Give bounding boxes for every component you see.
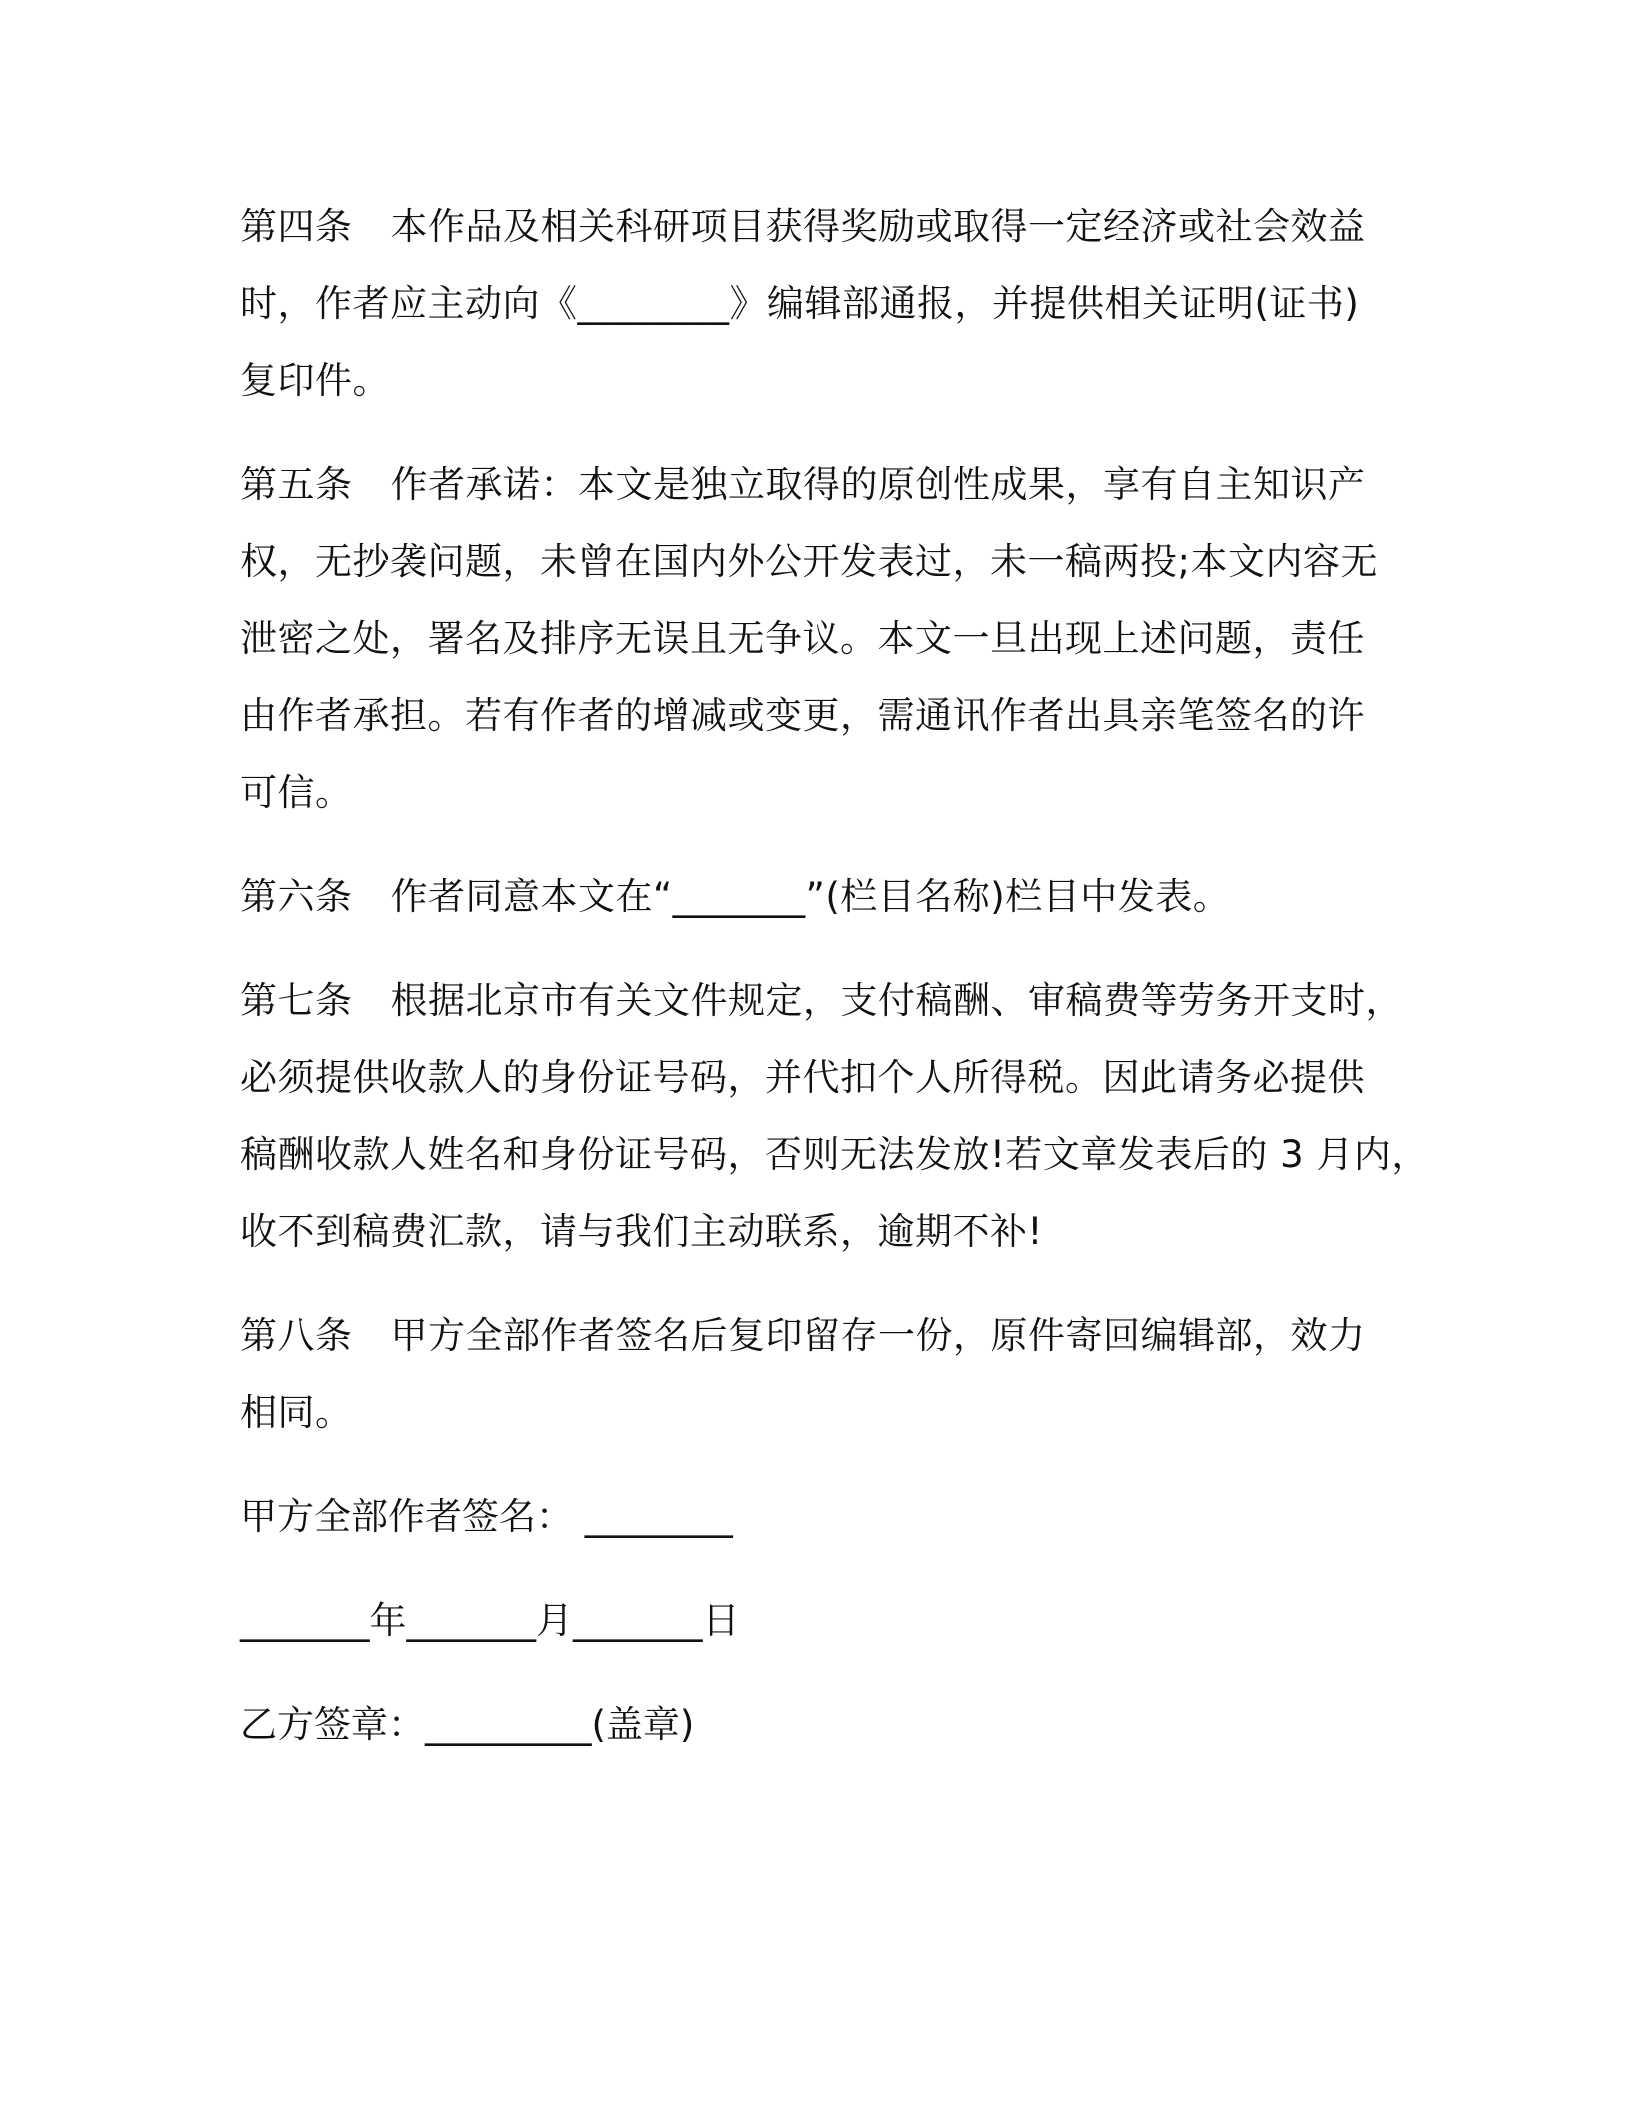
article-5-line-1: 第五条 作者承诺：本文是独立取得的原创性成果，享有自主知识产 <box>240 446 1400 523</box>
document-body <box>240 188 1429 1790</box>
article-5 <box>240 446 1400 831</box>
article-8-line-1: 第八条 甲方全部作者签名后复印留存一份，原件寄回编辑部，效力 <box>240 1297 1400 1374</box>
article-5-line-2: 权，无抄袭问题，未曾在国内外公开发表过，未一稿两投;本文内容无 <box>240 540 1378 583</box>
article-5-line-5: 可信。 <box>240 771 353 814</box>
signature-party-a: 甲方全部作者签名： ________ <box>240 1495 733 1538</box>
article-number: 第四条 <box>240 205 353 248</box>
article-8 <box>240 1297 1400 1451</box>
article-number: 第七条 <box>240 979 353 1022</box>
article-8-line-2: 相同。 <box>240 1391 353 1434</box>
article-4-line-2: 时，作者应主动向《________》编辑部通报，并提供相关证明(证书) <box>240 282 1360 325</box>
article-number: 第六条 <box>240 875 353 918</box>
article-7 <box>240 962 1429 1270</box>
article-5-line-4: 由作者承担。若有作者的增减或变更，需通讯作者出具亲笔签名的许 <box>240 694 1365 737</box>
article-number: 第五条 <box>240 463 353 506</box>
article-7-line-3: 稿酬收款人姓名和身份证号码，否则无法发放!若文章发表后的 3 月内， <box>240 1133 1429 1176</box>
article-6-line-1: 第六条 作者同意本文在“_______”(栏目名称)栏目中发表。 <box>240 858 1400 935</box>
article-7-line-2: 必须提供收款人的身份证号码，并代扣个人所得税。因此请务必提供 <box>240 1056 1365 1099</box>
article-4 <box>240 188 1400 419</box>
article-4-line-1: 第四条 本作品及相关科研项目获得奖励或取得一定经济或社会效益 <box>240 188 1400 265</box>
article-6 <box>240 858 1400 935</box>
article-7-line-1: 第七条 根据北京市有关文件规定，支付稿酬、审稿费等劳务开支时， <box>240 962 1400 1039</box>
article-4-line-3: 复印件。 <box>240 359 390 402</box>
article-number: 第八条 <box>240 1314 353 1357</box>
article-7-line-4: 收不到稿费汇款，请与我们主动联系，逾期不补! <box>240 1210 1043 1253</box>
article-5-line-3: 泄密之处，署名及排序无误且无争议。本文一旦出现上述问题，责任 <box>240 617 1365 660</box>
signature-date: _______年_______月_______日 <box>240 1599 740 1642</box>
signature-party-b: 乙方签章：_________(盖章) <box>240 1703 695 1746</box>
